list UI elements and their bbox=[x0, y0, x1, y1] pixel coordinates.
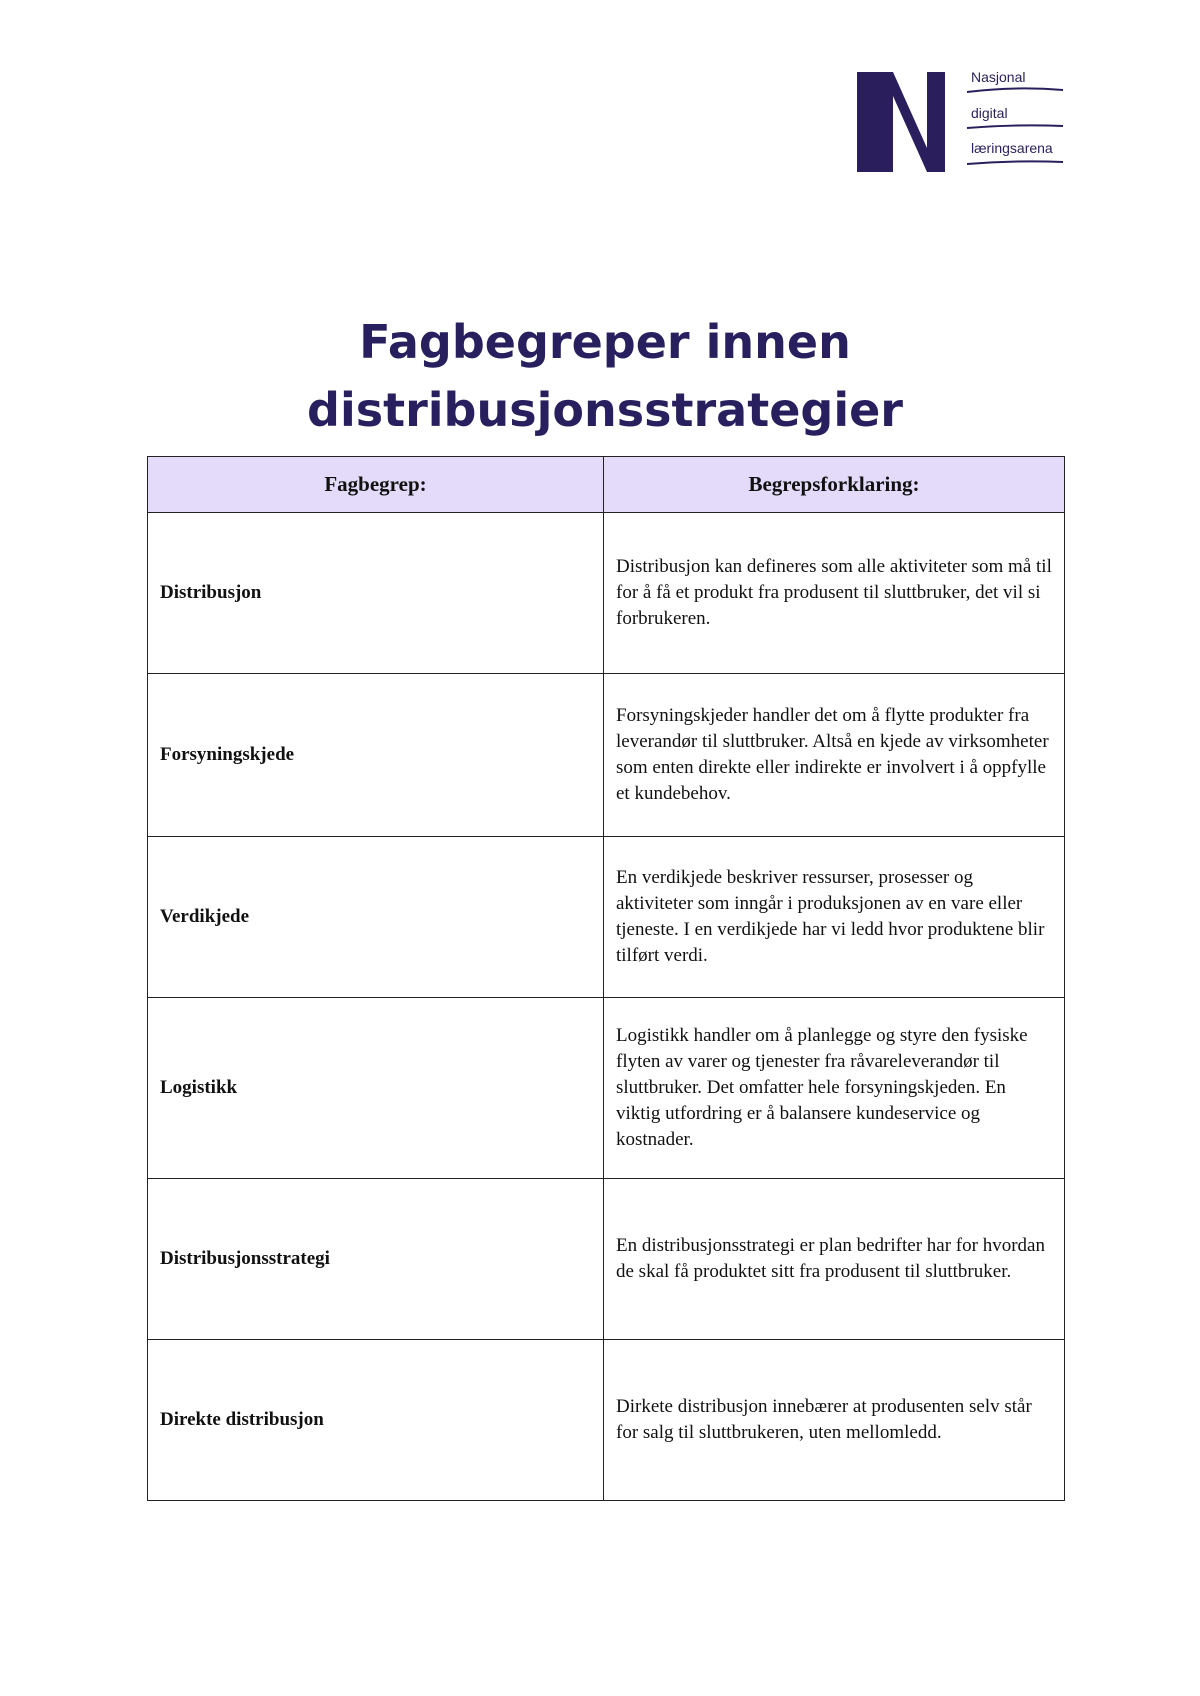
page-title bbox=[146, 308, 1064, 444]
definition-cell: Logistikk handler om å planlegge og styre den fysiske flyten av varer og tjenester fra råvareleverandør til sluttbruker. Det omfatter hele forsyningskjeden. En viktig utfordring er å balansere kundeservice og kostnader. bbox=[604, 998, 1065, 1179]
term-cell: Distribusjonsstrategi bbox=[148, 1179, 604, 1340]
term-cell: Distribusjon bbox=[148, 513, 604, 674]
logo-word-laeringsarena: læringsarena bbox=[971, 140, 1053, 156]
definition-cell: En distribusjonsstrategi er plan bedrifter har for hvordan de skal få produktet sitt fra produsent til sluttbruker. bbox=[604, 1179, 1065, 1340]
table-row bbox=[148, 674, 1065, 837]
definition-cell: Forsyningskjeder handler det om å flytte produkter fra leverandør til sluttbruker. Altså en kjede av virksomheter som enten direkte eller indirekte er involvert i å oppfylle et kundebehov. bbox=[604, 674, 1065, 837]
ndla-logo bbox=[855, 68, 1065, 176]
table-row bbox=[148, 1179, 1065, 1340]
table-row bbox=[148, 513, 1065, 674]
term-cell: Verdikjede bbox=[148, 837, 604, 998]
page-title-line-1: Fagbegreper innen bbox=[359, 315, 851, 369]
table-row bbox=[148, 1340, 1065, 1501]
table-header-row bbox=[148, 457, 1065, 513]
page-title-line-2: distribusjonsstrategier bbox=[307, 383, 903, 437]
definition-cell: Distribusjon kan defineres som alle aktiviteter som må til for å få et produkt fra produsent til sluttbruker, det vil si forbrukeren. bbox=[604, 513, 1065, 674]
table-row bbox=[148, 837, 1065, 998]
ndla-n-mark-icon bbox=[855, 68, 955, 176]
logo-word-nasjonal: Nasjonal bbox=[971, 69, 1026, 85]
term-cell: Logistikk bbox=[148, 998, 604, 1179]
term-cell: Direkte distribusjon bbox=[148, 1340, 604, 1501]
column-header-definition: Begrepsforklaring: bbox=[604, 457, 1065, 513]
terms-table bbox=[147, 456, 1065, 1501]
term-cell: Forsyningskjede bbox=[148, 674, 604, 837]
logo-word-digital: digital bbox=[971, 105, 1008, 121]
table-row bbox=[148, 998, 1065, 1179]
definition-cell: Dirkete distribusjon innebærer at produsenten selv står for salg til sluttbrukeren, uten mellomledd. bbox=[604, 1340, 1065, 1501]
definition-cell: En verdikjede beskriver ressurser, prosesser og aktiviteter som inngår i produksjonen av en vare eller tjeneste. I en verdikjede har vi ledd hvor produktene blir tilført verdi. bbox=[604, 837, 1065, 998]
column-header-term: Fagbegrep: bbox=[148, 457, 604, 513]
